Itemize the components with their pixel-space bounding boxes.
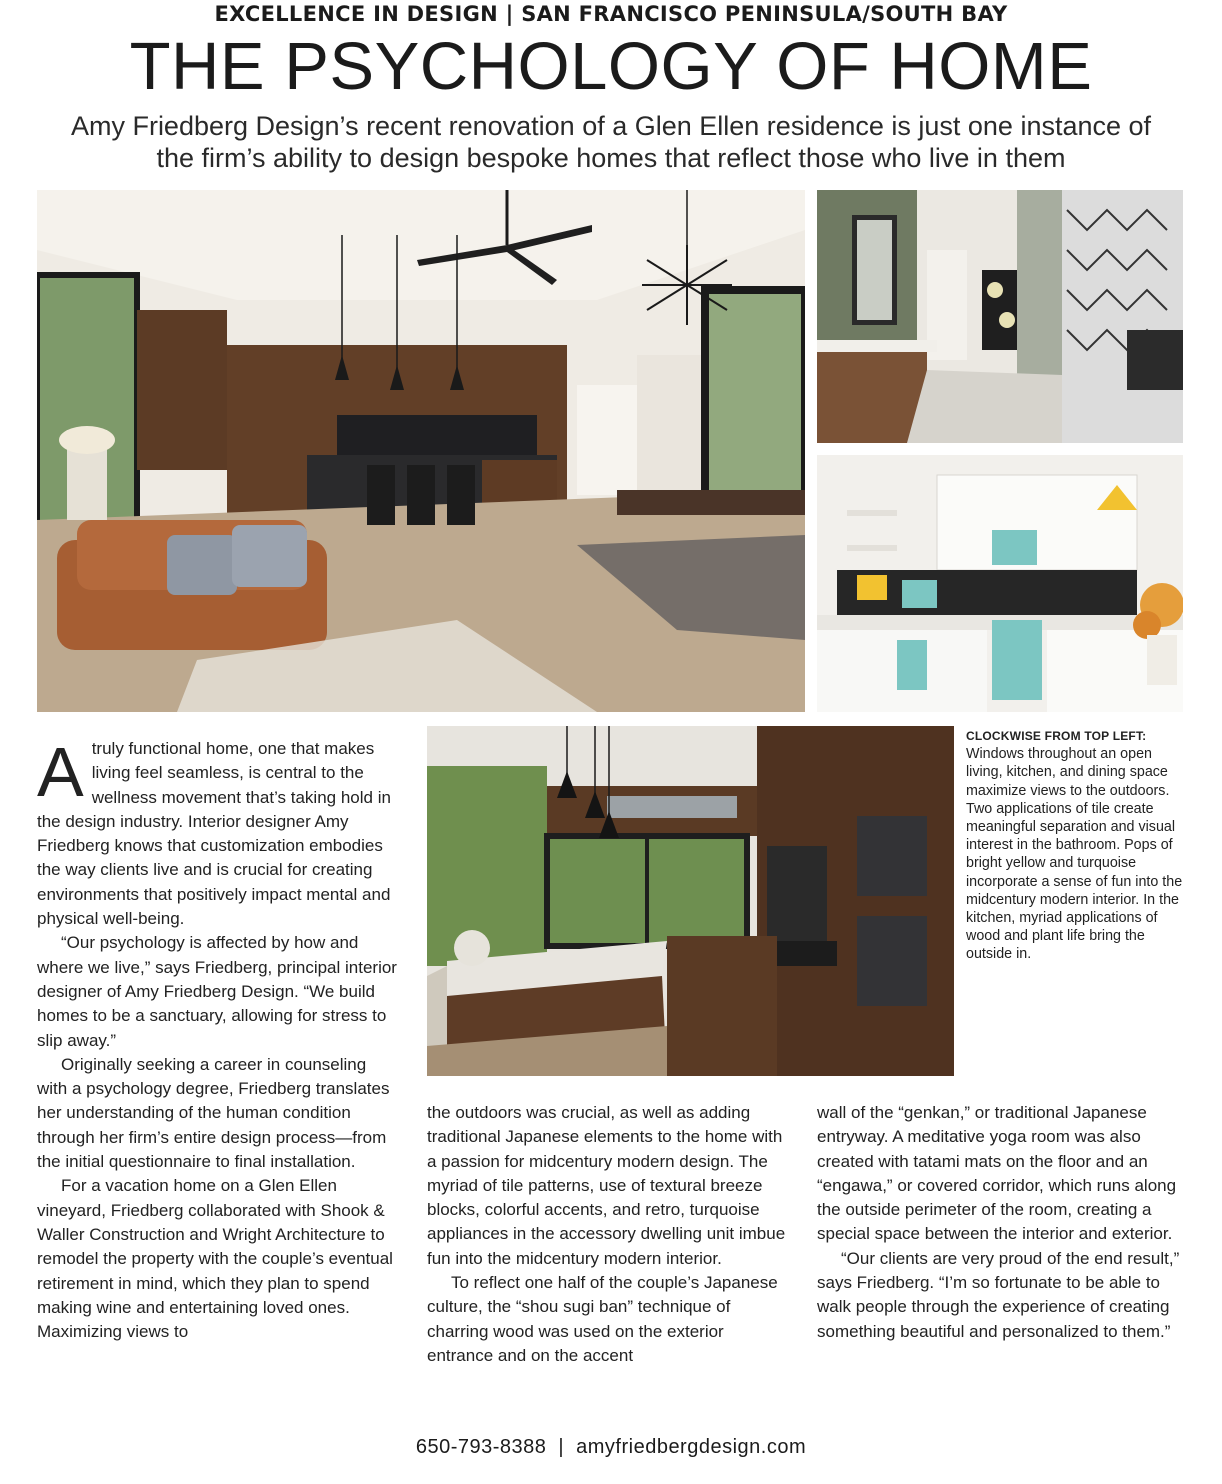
kicker: EXCELLENCE IN DESIGN | SAN FRANCISCO PENINSULA/SOUTH BAY — [214, 2, 1008, 26]
caption-text: Windows throughout an open living, kitchen, and dining space maximize views to the outdoors. Two applications of tile create meaningful separation and visual interest in the bathroom. Pops of bright yellow and turquoise incorporate a sense of fun into the midcentury modern interior. In the kitchen, myriad applications of wood and plant life bring the outside in. — [966, 746, 1183, 963]
article-paragraph-3: Originally seeking a career in counseling with a psychology degree, Friedberg translates her understanding of the human condition through her firm’s entire design process—from the initial questionnaire to final installation. — [37, 1054, 390, 1172]
living-room-photo — [37, 190, 805, 712]
article-paragraph-6: To reflect one half of the couple’s Japanese culture, the “shou sugi ban” technique of charring wood was used on the exterior entrance and on the accent — [427, 1273, 778, 1365]
turquoise-kitchen-photo — [817, 455, 1183, 712]
page-title: THE PSYCHOLOGY OF HOME — [129, 29, 1093, 104]
walnut-kitchen-photo — [427, 726, 954, 1076]
turquoise-kitchen-illustration — [817, 455, 1183, 712]
bathroom-photo — [817, 190, 1183, 443]
deck-line-2: the firm’s ability to design bespoke homes that reflect those who live in them — [156, 143, 1066, 173]
bathroom-illustration — [817, 190, 1183, 443]
footer-phone: 650-793-8388 — [415, 1436, 547, 1458]
dropcap: A — [37, 733, 84, 811]
article-paragraph-8: “Our clients are very proud of the end result,” says Friedberg. “I’m so fortunate to be able to walk people through the experience of creating something beautiful and personalized to them.” — [817, 1248, 1180, 1341]
footer-website[interactable]: amyfriedbergdesign.com — [576, 1436, 807, 1458]
photo-caption — [966, 727, 1186, 964]
article-paragraph-4: For a vacation home on a Glen Ellen vineyard, Friedberg collaborated with Shook & Waller Construction and Wright Architecture to remodel the property with the couple’s eventual retirement in mind, which they plan to spend making wine and entertaining loved ones. Maximizing views to — [37, 1176, 393, 1342]
footer-separator: | — [558, 1436, 565, 1458]
article-column-3 — [817, 1101, 1185, 1344]
deck — [40, 110, 1182, 174]
article-paragraph-2: “Our psychology is affected by how and where we live,” says Friedberg, principal interior designer of Amy Friedberg Design. “We build homes to be a sanctuary, allowing for stress to slip away.” — [37, 933, 397, 1050]
article-paragraph-5: the outdoors was crucial, as well as adding traditional Japanese elements to the home with a passion for midcentury modern design. The myriad of tile patterns, use of textural breeze blocks, colorful accents, and retro, turquoise appliances in the accessory dwelling unit imbue fun into the midcentury modern interior. — [427, 1103, 786, 1268]
article-paragraph-1 — [37, 733, 400, 931]
footer-contact — [0, 1434, 1222, 1460]
living-room-illustration — [37, 190, 805, 712]
article-paragraph-7: wall of the “genkan,” or traditional Japanese entryway. A meditative yoga room was also created with tatami mats on the floor and an “engawa,” or covered corridor, which runs along the outside perimeter of the room, creating a special space between the interior and exterior. — [817, 1103, 1177, 1244]
article-column-1 — [37, 733, 400, 1344]
deck-line-1: Amy Friedberg Design’s recent renovation of a Glen Ellen residence is just one instance of — [70, 111, 1152, 141]
paragraph-1-text: truly functional home, one that makes living feel seamless, is central to the wellness movement that’s taking hold in the design industry. Interior designer Amy Friedberg knows that customization embodies the way clients live and is crucial for creating environments that positively impact mental and physical well-being. — [37, 739, 391, 929]
caption-heading: CLOCKWISE FROM TOP LEFT: — [966, 729, 1147, 743]
article-column-2 — [427, 1101, 792, 1368]
walnut-kitchen-illustration — [427, 726, 954, 1076]
